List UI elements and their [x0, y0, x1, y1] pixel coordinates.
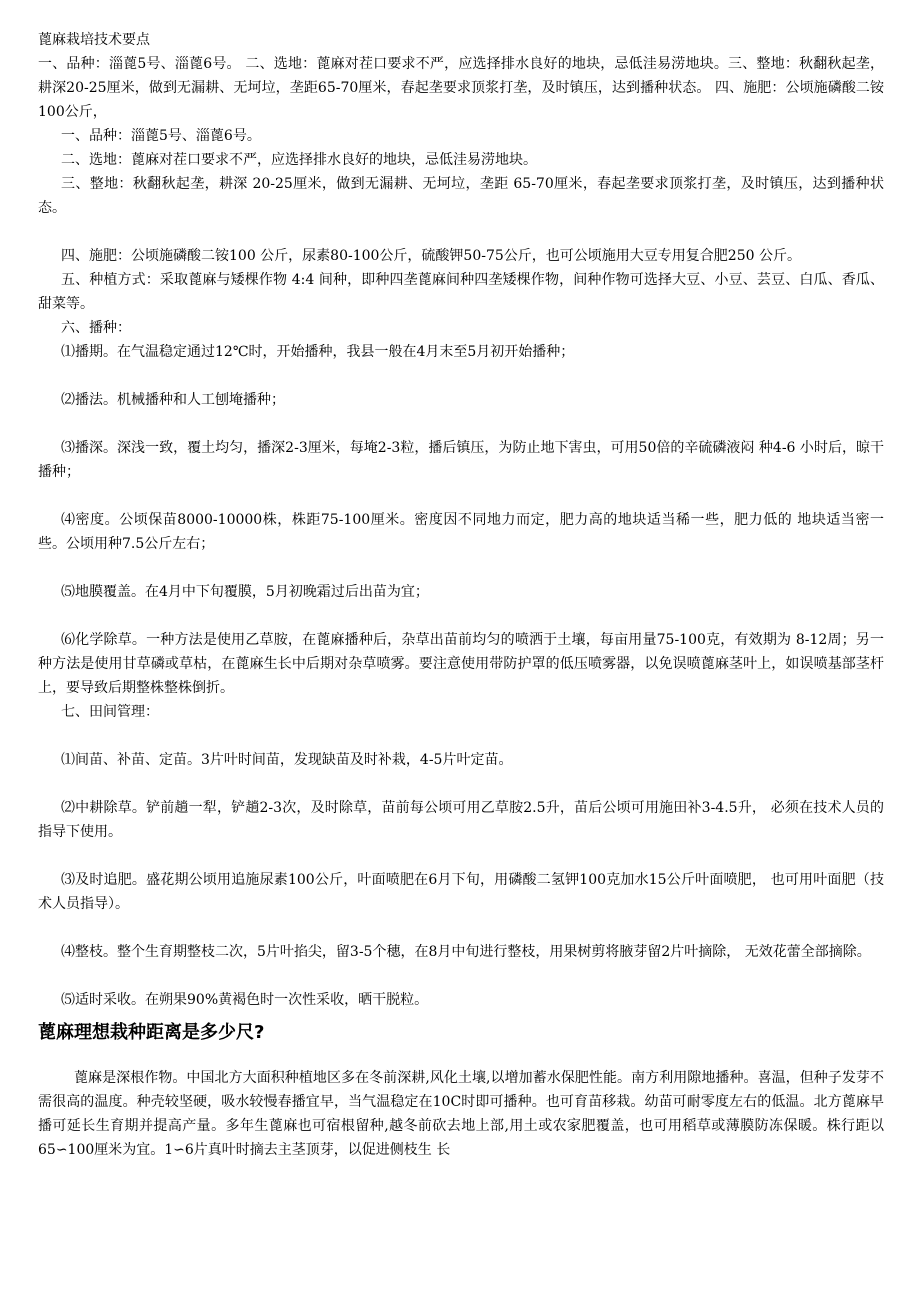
section-tillage: 三、整地：秋翻秋起垄，耕深 20-25厘米，做到无漏耕、无坷垃，垄距 65-70厘米，春起垄要求顶浆打垄，及时镇压，达到播种状态。 [38, 176, 884, 216]
section-field-management: 七、田间管理： [61, 704, 159, 720]
sowing-density: ⑷密度。公顷保苗8000-10000株，株距75-100厘米。密度因不同地力而定，肥力高的地块适当稀一些，肥力低的 地块适当密一些。公顷用种7.5公斤左右； [38, 512, 884, 552]
pruning: ⑷整枝。整个生育期整枝二次，5片叶掐尖，留3-5个穗，在8月中旬进行整枝，用果树剪将腋芽留2片叶摘除， 无效花蕾全部摘除。 [61, 944, 871, 960]
chemical-weeding: ⑹化学除草。一种方法是使用乙草胺，在蓖麻播种后，杂草出苗前均匀的喷洒于土壤，每亩用量75-100克，有效期为 8-12周；另一种方法是使用甘草磷或草枯，在蓖麻生长中后期对杂草喷雾。要注意使用带防护罩的低压喷雾器，以免误喷蓖麻茎叶上，如误喷基部茎杆上，要导致后期整株整株倒折。 [38, 632, 884, 696]
section-heading: 蓖麻理想栽种距离是多少尺? [38, 1022, 265, 1043]
body-paragraph: 蓖麻是深根作物。中国北方大面积种植地区多在冬前深耕,风化土壤,以增加蓄水保肥性能。南方利用隙地播种。喜温，但种子发芽不需很高的温度。种壳较坚硬，吸水较慢春播宜早，当气温稳定在10C时即可播种。也可育苗移栽。幼苗可耐零度左右的低温。北方蓖麻早播可延长生育期并提高产量。多年生蓖麻也可宿根留种,越冬前砍去地上部,用土或农家肥覆盖，也可用稻草或薄膜防冻保暖。株行距以65∽100厘米为宜。1∽6片真叶时摘去主茎顶芽，以促进侧枝生 长 [38, 1070, 884, 1158]
thinning: ⑴间苗、补苗、定苗。3片叶时间苗，发现缺苗及时补栽，4-5片叶定苗。 [61, 752, 513, 768]
intro-paragraph: 一、品种：淄蓖5号、淄蓖6号。 二、选地：蓖麻对茬口要求不严，应选择排水良好的地块，忌低洼易涝地块。三、整地：秋翻秋起垄，耕深20-25厘米，做到无漏耕、无坷垃，垄距65-70厘米，春起垄要求顶浆打垄，及时镇压，达到播种状态。 四、施肥：公顷施磷酸二铵100公斤， [38, 56, 884, 120]
sowing-depth: ⑶播深。深浅一致，覆土均匀，播深2-3厘米，每埯2-3粒，播后镇压，为防止地下害虫，可用50倍的辛硫磷液闷 种4-6 小时后，晾干播种； [38, 440, 884, 480]
section-sowing: 六、播种： [61, 320, 131, 336]
spacer [38, 556, 884, 580]
spacer [38, 772, 884, 796]
spacer [38, 364, 884, 388]
section-planting-method: 五、种植方式：采取蓖麻与矮棵作物 4:4 间种，即种四垄蓖麻间种四垄矮棵作物，间种作物可选择大豆、小豆、芸豆、白瓜、香瓜、甜菜等。 [38, 272, 884, 312]
spacer [38, 724, 884, 748]
spacer [38, 604, 884, 628]
document-page [38, 28, 884, 1162]
spacer [38, 964, 884, 988]
sowing-period: ⑴播期。在气温稳定通过12℃时，开始播种，我县一般在4月末至5月初开始播种； [61, 344, 575, 360]
film-mulching: ⑸地膜覆盖。在4月中下旬覆膜，5月初晚霜过后出苗为宜； [61, 584, 429, 600]
harvest: ⑸适时采收。在朔果90%黄褐色时一次性采收，晒干脱粒。 [61, 992, 429, 1008]
document-title: 蓖麻栽培技术要点 [38, 32, 150, 48]
section-fertilizer: 四、施肥：公顷施磷酸二铵100 公斤，尿素80-100公斤，硫酸钾50-75公斤，也可公顷施用大豆专用复合肥250 公斤。 [61, 248, 801, 264]
top-dressing: ⑶及时追肥。盛花期公顷用追施尿素100公斤，叶面喷肥在6月下旬，用磷酸二氢钾100克加水15公斤叶面喷肥， 也可用叶面肥（技术人员指导）。 [38, 872, 884, 912]
sowing-method: ⑵播法。机械播种和人工刨埯播种； [61, 392, 285, 408]
spacer [38, 916, 884, 940]
section-variety: 一、品种：淄蓖5号、淄蓖6号。 [61, 128, 261, 144]
spacer [38, 484, 884, 508]
spacer [38, 844, 884, 868]
spacer [38, 220, 884, 244]
spacer [38, 412, 884, 436]
cultivation-weeding: ⑵中耕除草。铲前趟一犁，铲趟2-3次，及时除草，苗前每公顷可用乙草胺2.5升，苗后公顷可用施田补3-4.5升， 必须在技术人员的指导下使用。 [38, 800, 884, 840]
section-site: 二、选地：蓖麻对茬口要求不严，应选择排水良好的地块，忌低洼易涝地块。 [61, 152, 537, 168]
